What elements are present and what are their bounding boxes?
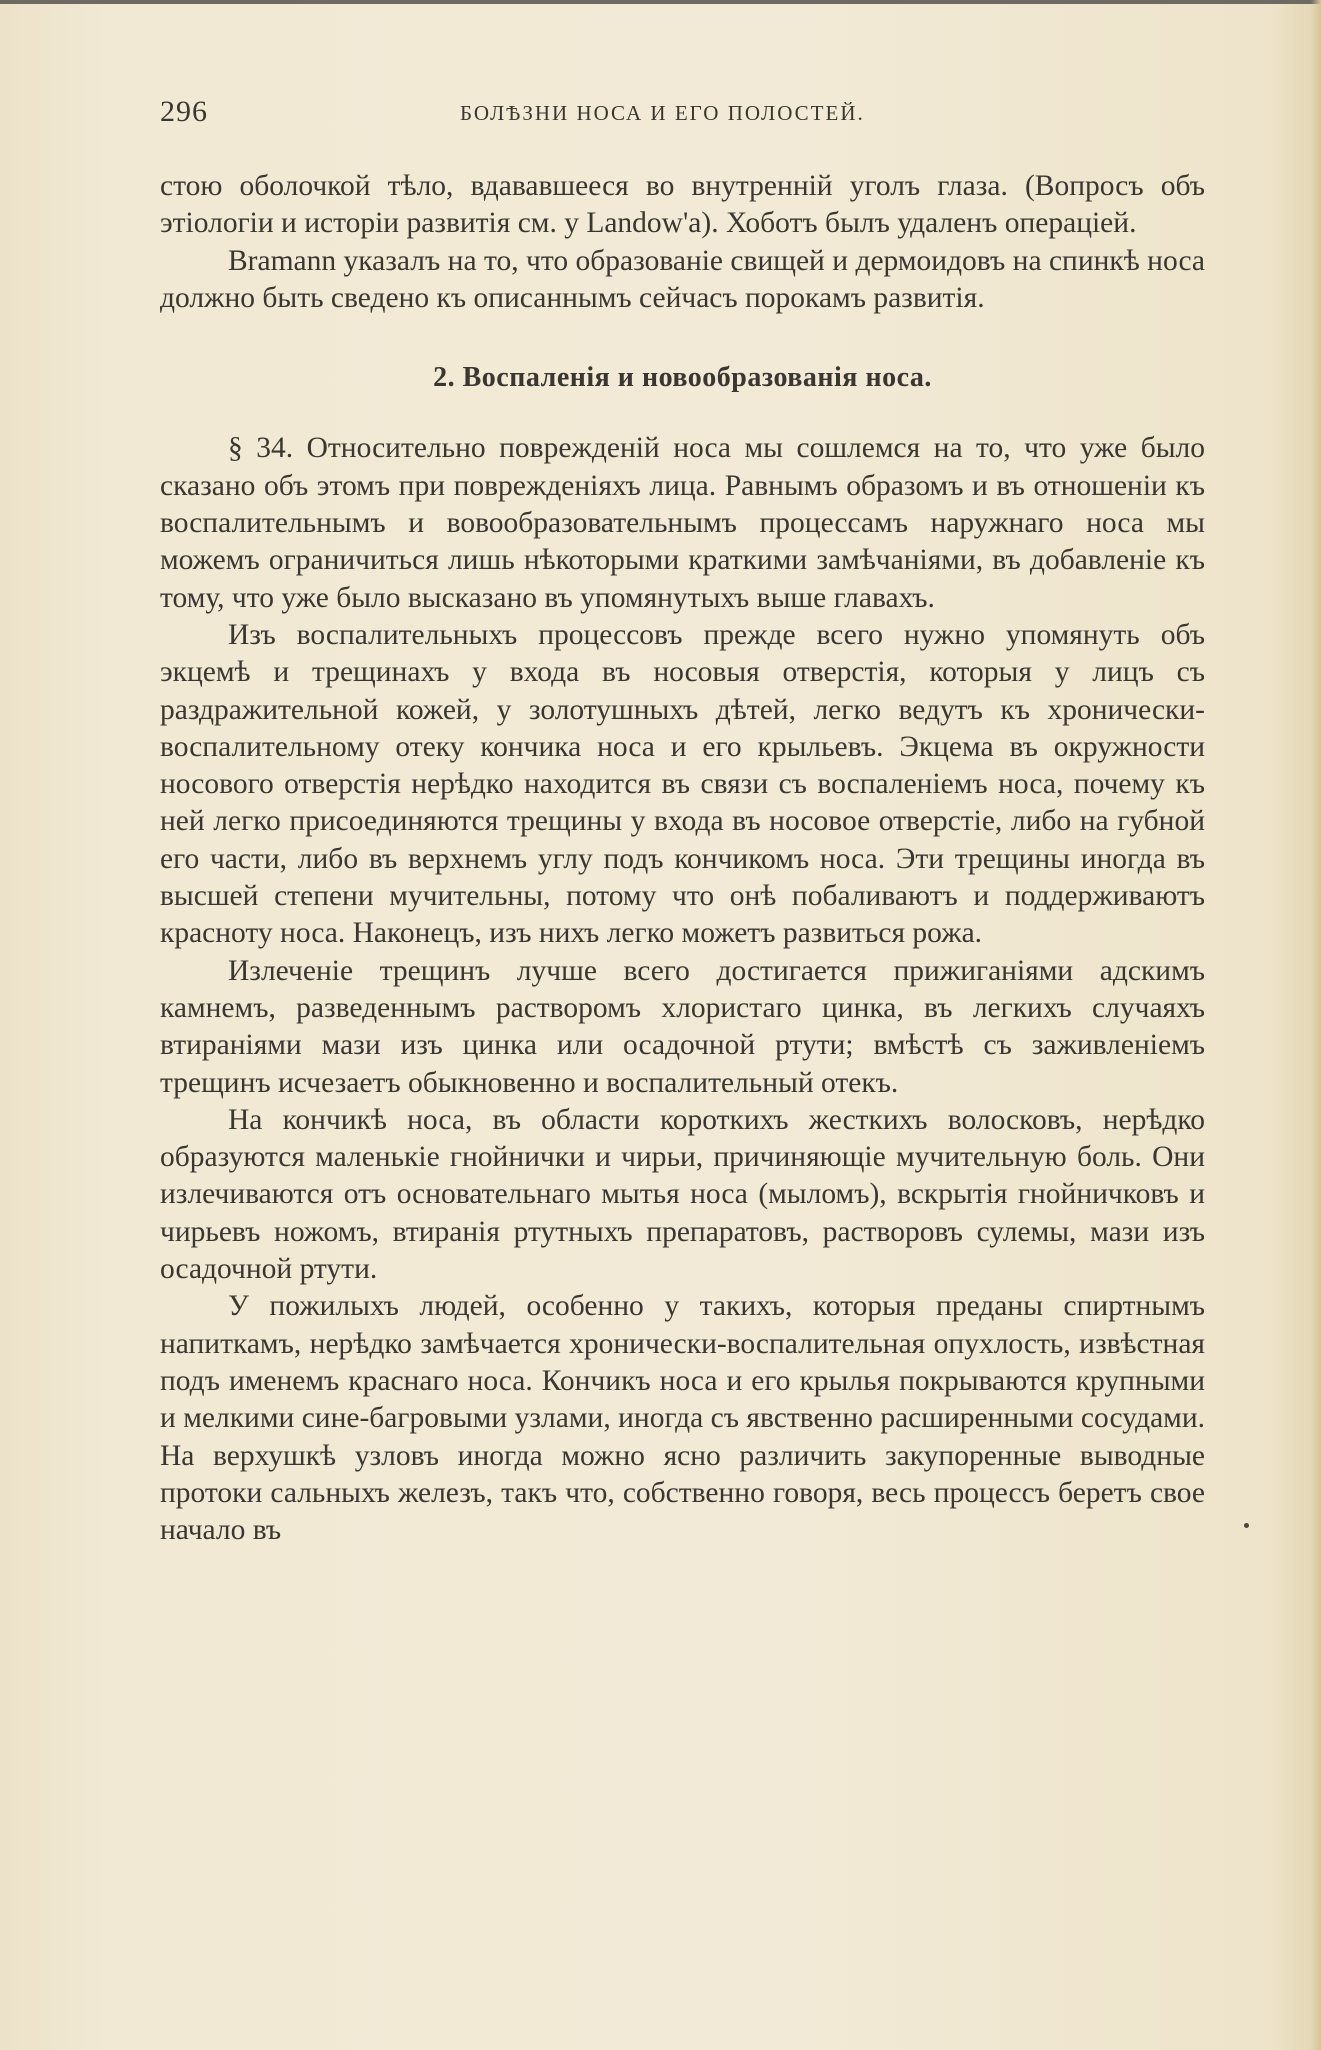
- paragraph-continuation: стою оболочкой тѣло, вдававшееся во внутренній уголъ глаза. (Вопросъ объ этіологіи и исторіи развитія см. у Landow'а). Хоботъ былъ удаленъ операціей.: [160, 170, 1205, 240]
- paragraph-treatment: Излеченіе трещинъ лучше всего достигается прижиганіями адскимъ камнемъ, разведеннымъ растворомъ хлористаго цинка, въ легкихъ случаяхъ втираніями мази изъ цинка или осадочной ртути; вмѣстѣ съ заживленіемъ трещинъ исчезаетъ обыкновенно и воспалительный отекъ.: [160, 954, 1205, 1099]
- running-head: БОЛѢЗНИ НОСА И ЕГО ПОЛОСТЕЙ.: [460, 101, 865, 125]
- print-speck: [1244, 1523, 1249, 1528]
- page-body: [160, 168, 1205, 1549]
- page-number: 296: [160, 95, 208, 128]
- page-edge-shadow: [1311, 0, 1321, 2050]
- paragraph-inflammation: Изъ воспалительныхъ процессовъ прежде всего нужно упомянуть объ экцемѣ и трещинахъ у входа въ носовыя отверстія, которыя у лицъ съ раздражительной кожей, у золотушныхъ дѣтей, легко ведутъ къ хронически-воспалительному отеку кончика носа и его крыльевъ. Экцема въ окружности носового отверстія нерѣдко находится въ связи съ воспаленіемъ носа, почему къ ней легко присоединяются трещины у входа въ носовое отверстіе, либо на губной его части, либо въ верхнемъ углу подъ кончикомъ носа. Эти трещины иногда въ высшей степени мучительны, потому что онѣ побаливаютъ и поддерживаютъ красноту носа. Наконецъ, изъ нихъ легко можетъ развиться рожа.: [160, 618, 1205, 950]
- section-heading: 2. Воспаленія и новообразованія носа.: [433, 362, 932, 394]
- page-header: [160, 95, 1210, 135]
- paragraph-pustules: На кончикѣ носа, въ области короткихъ жесткихъ волосковъ, нерѣдко образуются маленькіе гнойнички и чирьи, причиняющіе мучительную боль. Они излечиваются отъ основательнаго мытья носа (мыломъ), вскрытія гнойничковъ и чирьевъ ножомъ, втиранія ртутныхъ препаратовъ, растворовъ сулемы, мази изъ осадочной ртути.: [160, 1103, 1205, 1286]
- paragraph-red-nose: У пожилыхъ людей, особенно у такихъ, которыя преданы спиртнымъ напиткамъ, нерѣдко замѣчается хронически-воспалительная опухлость, извѣстная подъ именемъ краснаго носа. Кончикъ носа и его крылья покрываются крупными и мелкими сине-багровыми узлами, иногда съ явственно расширенными сосудами. На верхушкѣ узловъ иногда можно ясно различить закупоренные выводные протоки сальныхъ железъ, такъ что, собственно говоря, весь процессъ беретъ свое начало въ: [160, 1290, 1205, 1547]
- paragraph-bramann: Bramann указалъ на то, что образованіе свищей и дермоидовъ на спинкѣ носа должно быть сведено къ описаннымъ сейчасъ порокамъ развитія.: [160, 244, 1205, 314]
- top-border-rule: [0, 0, 1321, 4]
- paragraph-section-34: § 34. Относительно поврежденій носа мы сошлемся на то, что уже было сказано объ этомъ при поврежденіяхъ лица. Равнымъ образомъ и въ отношеніи къ воспалительнымъ и вовообразовательнымъ процессамъ наружнаго носа мы можемъ ограничиться лишь нѣкоторыми краткими замѣчаніями, въ добавленіе къ тому, что уже было высказано въ упомянутыхъ выше главахъ.: [160, 432, 1205, 614]
